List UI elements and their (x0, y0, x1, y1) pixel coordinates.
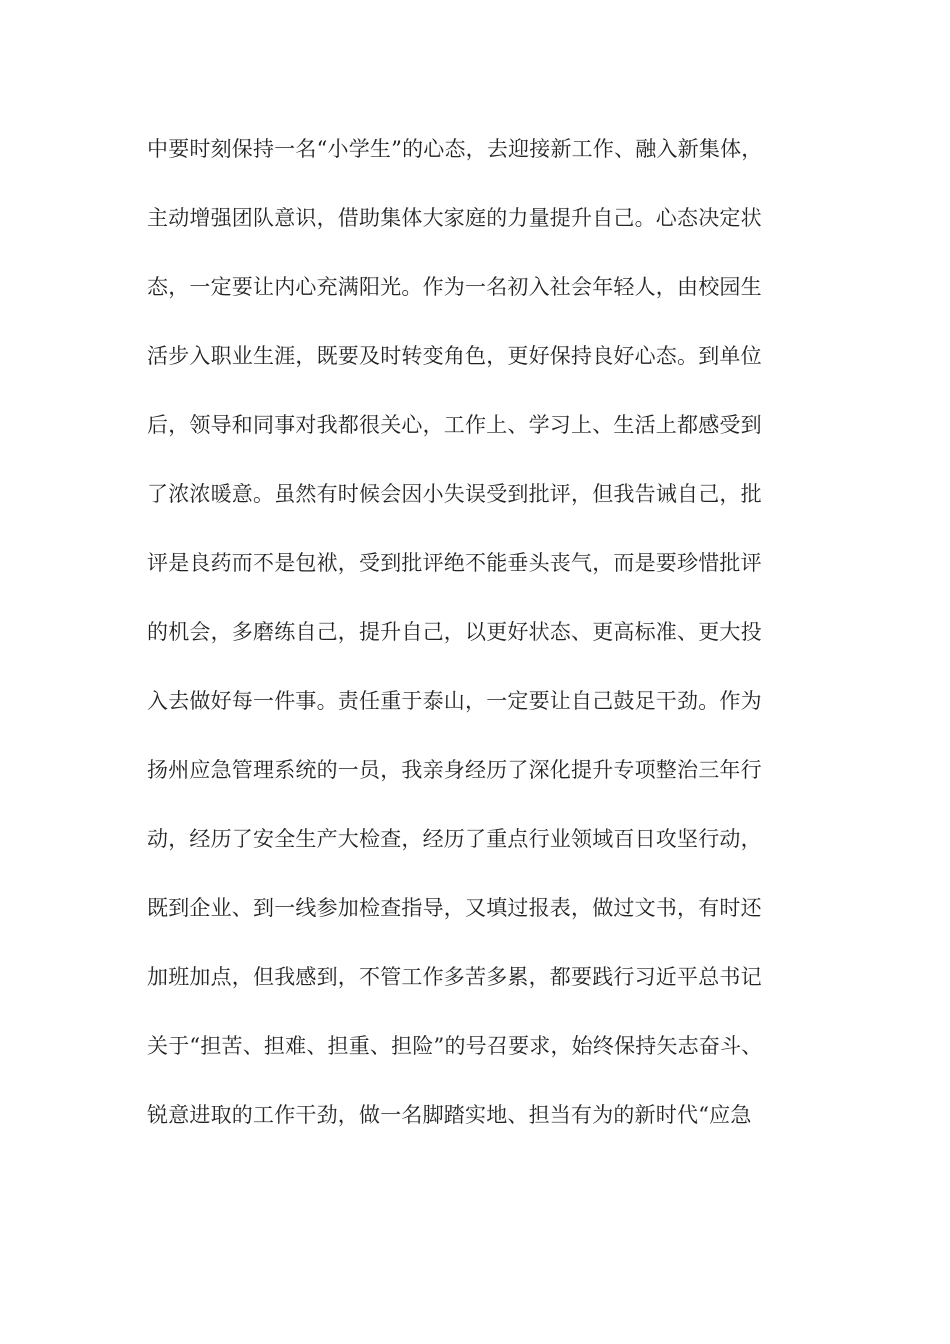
text-line: 后，领导和同事对我都很关心，工作上、学习上、生活上都感受到 (147, 413, 762, 437)
document-body (147, 128, 827, 1163)
text-line: 关于“担苦、担难、担重、担险”的号召要求，始终保持矢志奋斗、 (147, 1034, 763, 1058)
text-line: 的机会，多磨练自己，提升自己，以更好状态、更高标准、更大投 (147, 620, 762, 644)
text-line: 中要时刻保持一名“小学生”的心态，去迎接新工作、融入新集体， (147, 137, 763, 161)
text-line: 扬州应急管理系统的一员，我亲身经历了深化提升专项整治三年行 (147, 758, 762, 782)
text-line: 既到企业、到一线参加检查指导，又填过报表，做过文书，有时还 (147, 896, 762, 920)
text-line: 了浓浓暖意。虽然有时候会因小失误受到批评，但我告诫自己，批 (147, 482, 762, 506)
text-line: 锐意进取的工作干劲，做一名脚踏实地、担当有为的新时代“应急 (147, 1103, 752, 1127)
text-line: 加班加点，但我感到，不管工作多苦多累，都要践行习近平总书记 (147, 965, 762, 989)
text-line: 动，经历了安全生产大检查，经历了重点行业领域百日攻坚行动， (147, 827, 762, 851)
text-line: 态，一定要让内心充满阳光。作为一名初入社会年轻人，由校园生 (147, 275, 762, 299)
text-line: 入去做好每一件事。责任重于泰山，一定要让自己鼓足干劲。作为 (147, 689, 762, 713)
text-line: 活步入职业生涯，既要及时转变角色，更好保持良好心态。到单位 (147, 344, 762, 368)
text-line: 评是良药而不是包袱，受到批评绝不能垂头丧气，而是要珍惜批评 (147, 551, 762, 575)
text-line: 主动增强团队意识，借助集体大家庭的力量提升自己。心态决定状 (147, 206, 762, 230)
